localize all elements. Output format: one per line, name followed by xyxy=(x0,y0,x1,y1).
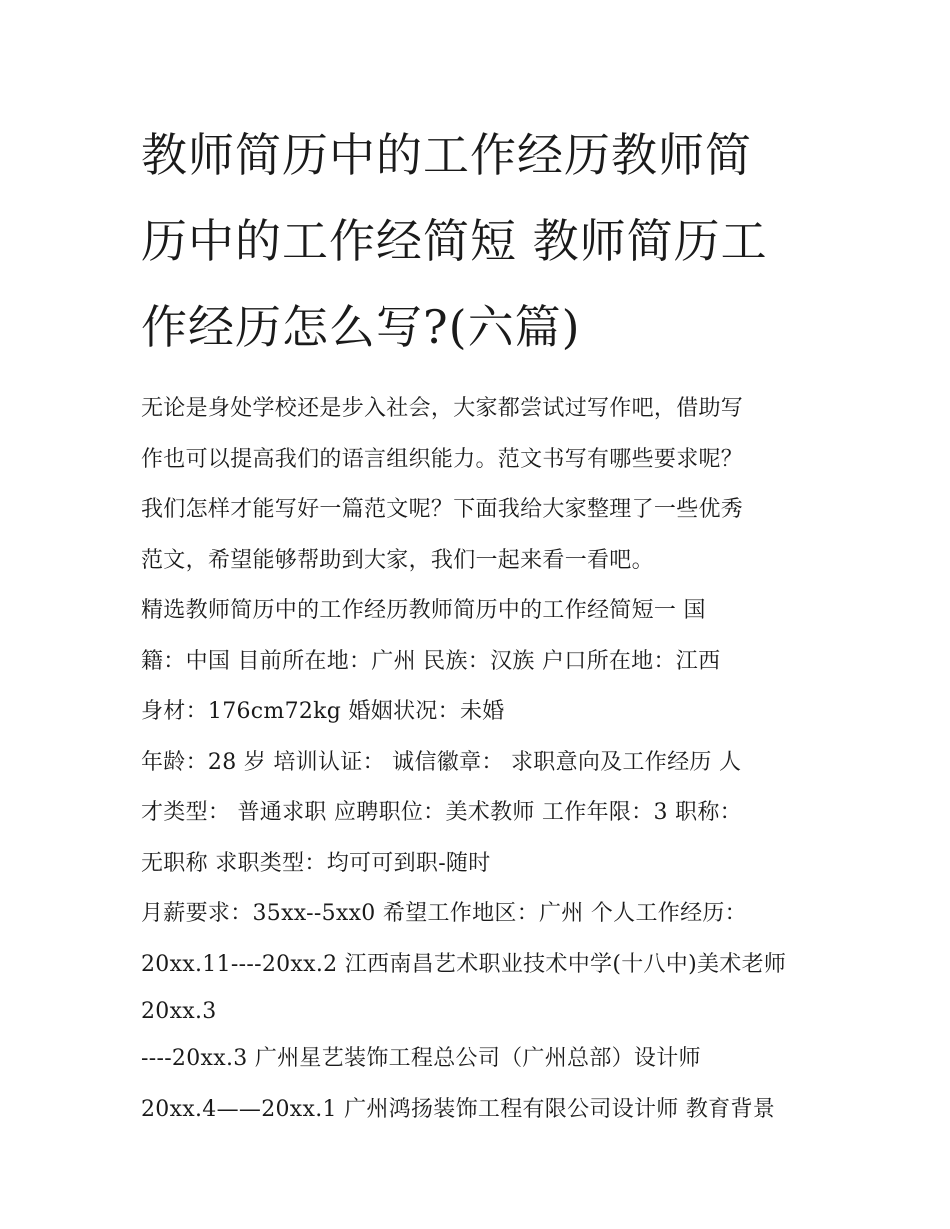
document-body xyxy=(141,384,821,1135)
resume-line: 才类型： 普通求职 应聘职位：美术教师 工作年限：3 职称： xyxy=(141,800,742,825)
work-history-line: 20xx.11----20xx.2 江西南昌艺术职业技术中学(十八中)美术老师 xyxy=(141,951,787,977)
title-line: 教师简历中的工作经历教师简 xyxy=(141,128,752,182)
intro-line: 我们怎样才能写好一篇范文呢？下面我给大家整理了一些优秀 xyxy=(141,497,744,522)
title-line: 历中的工作经简短 教师简历工 xyxy=(141,214,768,268)
resume-line: 精选教师简历中的工作经历教师简历中的工作经简短一 国 xyxy=(141,598,706,623)
resume-line: 年龄：28 岁 培训认证： 诚信徽章： 求职意向及工作经历 人 xyxy=(141,749,742,775)
resume-line: 身材：176cm72kg 婚姻状况：未婚 xyxy=(141,699,505,724)
intro-line: 范文，希望能够帮助到大家，我们一起来看一看吧。 xyxy=(141,547,654,573)
work-history-line: ----20xx.3 广州星艺装饰工程总公司（广州总部）设计师 xyxy=(141,1046,701,1071)
resume-line: 月薪要求：35xx--5xx0 希望工作地区：广州 个人工作经历： xyxy=(141,901,747,926)
document-title xyxy=(141,112,811,370)
resume-line: 无职称 求职类型：均可可到职-随时 xyxy=(141,850,491,876)
intro-line: 作也可以提高我们的语言组织能力。范文书写有哪些要求呢？ xyxy=(141,446,744,472)
intro-line: 无论是身处学校还是步入社会，大家都尝试过写作吧，借助写 xyxy=(141,396,744,421)
document-page xyxy=(141,112,821,1135)
resume-line: 籍：中国 目前所在地：广州 民族：汉族 户口所在地：江西 xyxy=(141,648,721,674)
work-history-line: 20xx.3 xyxy=(141,999,217,1024)
title-line: 作经历怎么写?(六篇) xyxy=(141,300,581,354)
work-history-line: 20xx.4——20xx.1 广州鸿扬装饰工程有限公司设计师 教育背景 xyxy=(141,1096,776,1122)
